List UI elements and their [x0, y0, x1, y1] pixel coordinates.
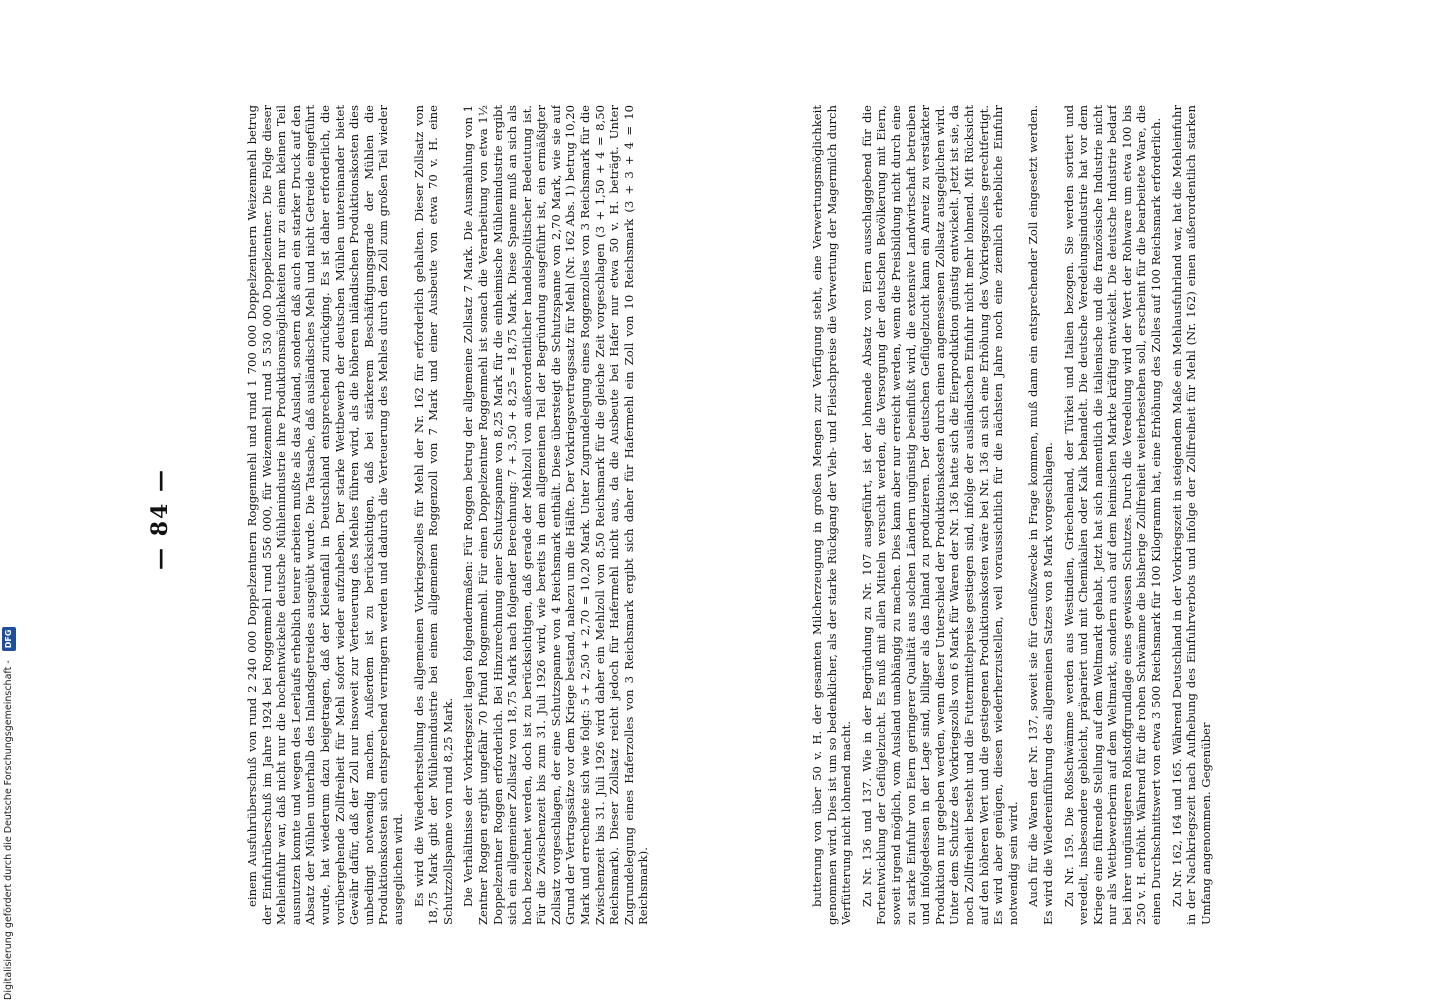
paragraph: Auch für die Waren der Nr. 137, soweit sie für Genußzwecke in Frage kommen, muß dann ein entsprechender Zoll eingesetzt werden. Es wird die Wiedereinführung des allgemeinen Satzes von 8 Mark vorgeschlagen. [1026, 105, 1055, 925]
paragraph: Zu Nr. 159. Die Roßschwämme werden aus Westindien, Griechenland, der Türkei und Italien bezogen. Sie werden sortiert und veredelt, insbesondere gebleicht, präpariert und mit Chemikalien oder Kalk behandelt. Die deutsche Veredelungsindustrie hat vor dem Kriege eine führende Stellung auf dem Weltmarkt gehabt. Jetzt hat sich namentlich die italienische und die französische Industrie nicht nur als Wettbewerberin auf dem Weltmarkt, sondern auch auf dem heimischen Markte kräftig entwickelt. Die deutsche Industrie bedarf bei ihrer ungünstigeren Rohstoffgrundlage eines gewissen Schutzes. Durch die Veredelung wird der Wert der Rohware um etwa 100 bis 250 v. H. erhöht. Während für die rohen Schwämme die bisherige Zollfreiheit weiterbestehen soll, erscheint für die bearbeitete Ware, die einen Durchschnittswert von etwa 3 500 Reichsmark für 100 Kilogramm hat, eine Erhöhung des Zolles auf 100 Reichsmark erforderlich. [1061, 105, 1164, 925]
rotated-page [100, 60, 1330, 940]
credit-text: Digitalisierung gefördert durch die Deutsche Forschungsgemeinschaft - [3, 660, 14, 1000]
paragraph: Es wird die Wiederherstellung des allgemeinen Vorkriegszolles für Mehl der Nr. 162 für erforderlich gehalten. Dieser Zollsatz von 18,75 Mark gibt der Mühlenindustrie bei einem allgemeinen Roggenzoll von 7 Mark und einer Ausbeute von etwa 70 v. H. eine Schutzzollspanne von rund 8,25 Mark. [411, 105, 455, 925]
paragraph: butterung von über 50 v. H. der gesamten Milcherzeugung in großen Mengen zur Verfügung steht, eine Verwertungsmöglichkeit genommen wird. Dies ist um so bedenklicher, als der starke Rückgang der Vieh- und Fleischpreise die Verwertung der Magermilch durch Verfütterung nicht lohnend macht. [810, 105, 854, 925]
dfg-logo-icon: DFG [2, 627, 16, 652]
paragraph: Zu Nr. 162, 164 und 165. Während Deutschland in der Vorkriegszeit in steigendem Maße ein Mehlausfuhrland war, hat die Mehleinfuhr in der Nachkriegszeit nach Aufhebung des Einfuhrverbots und infolge der Zollfreiheit für Mehl (Nr. 162) einen außerordentlich starken Umfang angenommen. Gegenüber [1169, 105, 1213, 925]
paragraph: einem Ausfuhrüberschuß von rund 2 240 000 Doppelzentnern Roggenmehl und rund 1 700 000 Doppelzentnern Weizenmehl betrug der Einfuhrüberschuß im Jahre 1924 bei Roggenmehl rund 556 000, für Weizenmehl rund 5 530 000 Doppelzentner. Die Folge dieser Mehleinfuhr war, daß nicht nur die hochentwickelte deutsche Mühlenindustrie ihre Produktionsmöglichkeiten nur zu einem kleinen Teil ausnutzen konnte und wegen des Leerlaufs erheblich teurer arbeiten mußte als das Ausland, sondern daß auch ein starker Druck auf den Absatz der Mühlen unterhalb des Inlandsgetreides ausgeübt wurde. Die Tatsache, daß ausländisches Mehl und nicht Getreide eingeführt wurde, hat wiederum dazu beigetragen, daß der Kleieanfall in Deutschland entsprechend zurückging. Es ist daher erforderlich, die vorübergehende Zollfreiheit für Mehl sofort wieder aufzuheben. Der starke Wettbewerb der deutschen Mühlen untereinander bietet Gewähr dafür, daß der Zoll nur insoweit zur Verteuerung des Mehles führen wird, als die höheren inländischen Produktionskosten dies unbedingt notwendig machen. Außerdem ist zu berücksichtigen, daß bei stärkerem Beschäftigungsgrade der Mühlen die Produktionskosten sich entsprechend verringern werden und dadurch die Verteuerung des Mehles durch den Zoll zum großen Teil wieder ausgeglichen wird. [245, 105, 405, 925]
text-column-right [810, 105, 1270, 925]
text-column-left [245, 105, 705, 925]
paragraph: Die Verhältnisse der Vorkriegszeit lagen folgendermaßen: Für Roggen betrug der allgemeine Zollsatz 7 Mark. Die Ausmahlung von 1 Zentner Roggen ergibt ungefähr 70 Pfund Roggenmehl. Für einen Doppelzentner Roggenmehl ist sonach die Verarbeitung von etwa 1½ Doppelzentner Roggen erforderlich. Bei Hinzurechnung einer Schutzspanne von 8,25 Mark für die einheimische Mühlenindustrie ergibt sich ein allgemeiner Zollsatz von 18,75 Mark nach folgender Berechnung: 7 + 3,50 + 8,25 = 18,75 Mark. Diese Spanne muß an sich als hoch bezeichnet werden, doch ist zu berücksichtigen, daß gerade der Mehlzoll von außerordentlicher handelspolitischer Bedeutung ist. Für die Zwischenzeit bis zum 31. Juli 1926 wird, wie bereits in dem allgemeinen Teil der Begründung ausgeführt ist, ein ermäßigter Zollsatz vorgeschlagen, der eine Schutzspanne von 4 Reichsmark enthält. Diese übersteigt die Schutzspanne von 2,70 Mark, wie sie auf Grund der Vertragssätze vor dem Kriege bestand, nahezu um die Hälfte. Der Vorkriegsvertragssatz für Mehl (Nr. 162 Abs. 1) betrug 10,20 Mark und errechnete sich wie folgt: 5 + 2,50 + 2,70 = 10,20 Mark. Unter Zugrundelegung eines Roggenzolles von 3 Reichsmark für die Zwischenzeit bis 31. Juli 1926 wird daher ein Mehlzoll von 8,50 Reichsmark für die gleiche Zeit vorgeschlagen (3 + 1,50 + 4 = 8,50 Reichsmark). Dieser Zollsatz reicht jedoch für Hafermehl nicht aus, da die Ausbeute bei Hafer nur etwa 50 v. H. beträgt. Unter Zugrundelegung eines Haferzolles von 3 Reichsmark ergibt sich daher für Hafermehl ein Zoll von 10 Reichsmark (3 + 3 + 4 = 10 Reichsmark). [461, 105, 651, 925]
page-number: — 84 — [147, 468, 173, 570]
digitization-credit [2, 10, 16, 1000]
paragraph: Zu Nr. 136 und 137. Wie in der Begründung zu Nr. 107 ausgeführt, ist der lohnende Absatz von Eiern ausschlaggebend für die Fortentwicklung der Geflügelzucht. Es muß mit allen Mitteln versucht werden, die Versorgung der deutschen Bevölkerung mit Eiern, soweit irgend möglich, vom Ausland unabhängig zu machen. Dies kann aber nur erreicht werden, wenn die Preisbildung nicht durch eine zu starke Einfuhr von Eiern geringerer Qualität aus solchen Ländern ungünstig beeinflußt wird, die extensive Landwirtschaft betreiben und infolgedessen in der Lage sind, billiger als das Inland zu produzieren. Der deutschen Geflügelzucht kann ein Anreiz zu verstärkter Produktion nur gegeben werden, wenn dieser Unterschied der Produktionskosten durch einen angemessenen Zollsatz ausgeglichen wird. Unter dem Schutze des Vorkriegszolls von 6 Mark für Waren der Nr. 136 hatte sich die Eierproduktion günstig entwickelt. Jetzt ist sie, da noch Zollfreiheit besteht und die Futtermittelpreise gestiegen sind, infolge der ausländischen Einfuhr nicht mehr lohnend. Mit Rücksicht auf den höheren Wert und die gestiegenen Produktionskosten wäre bei Nr. 136 an sich eine Erhöhung des Vorkriegszolles gerechtfertigt. Es wird aber genügen, diesen wiederherzustellen, weil voraussichtlich für die nächsten Jahre noch eine ziemlich erhebliche Einfuhr notwendig sein wird. [859, 105, 1020, 925]
